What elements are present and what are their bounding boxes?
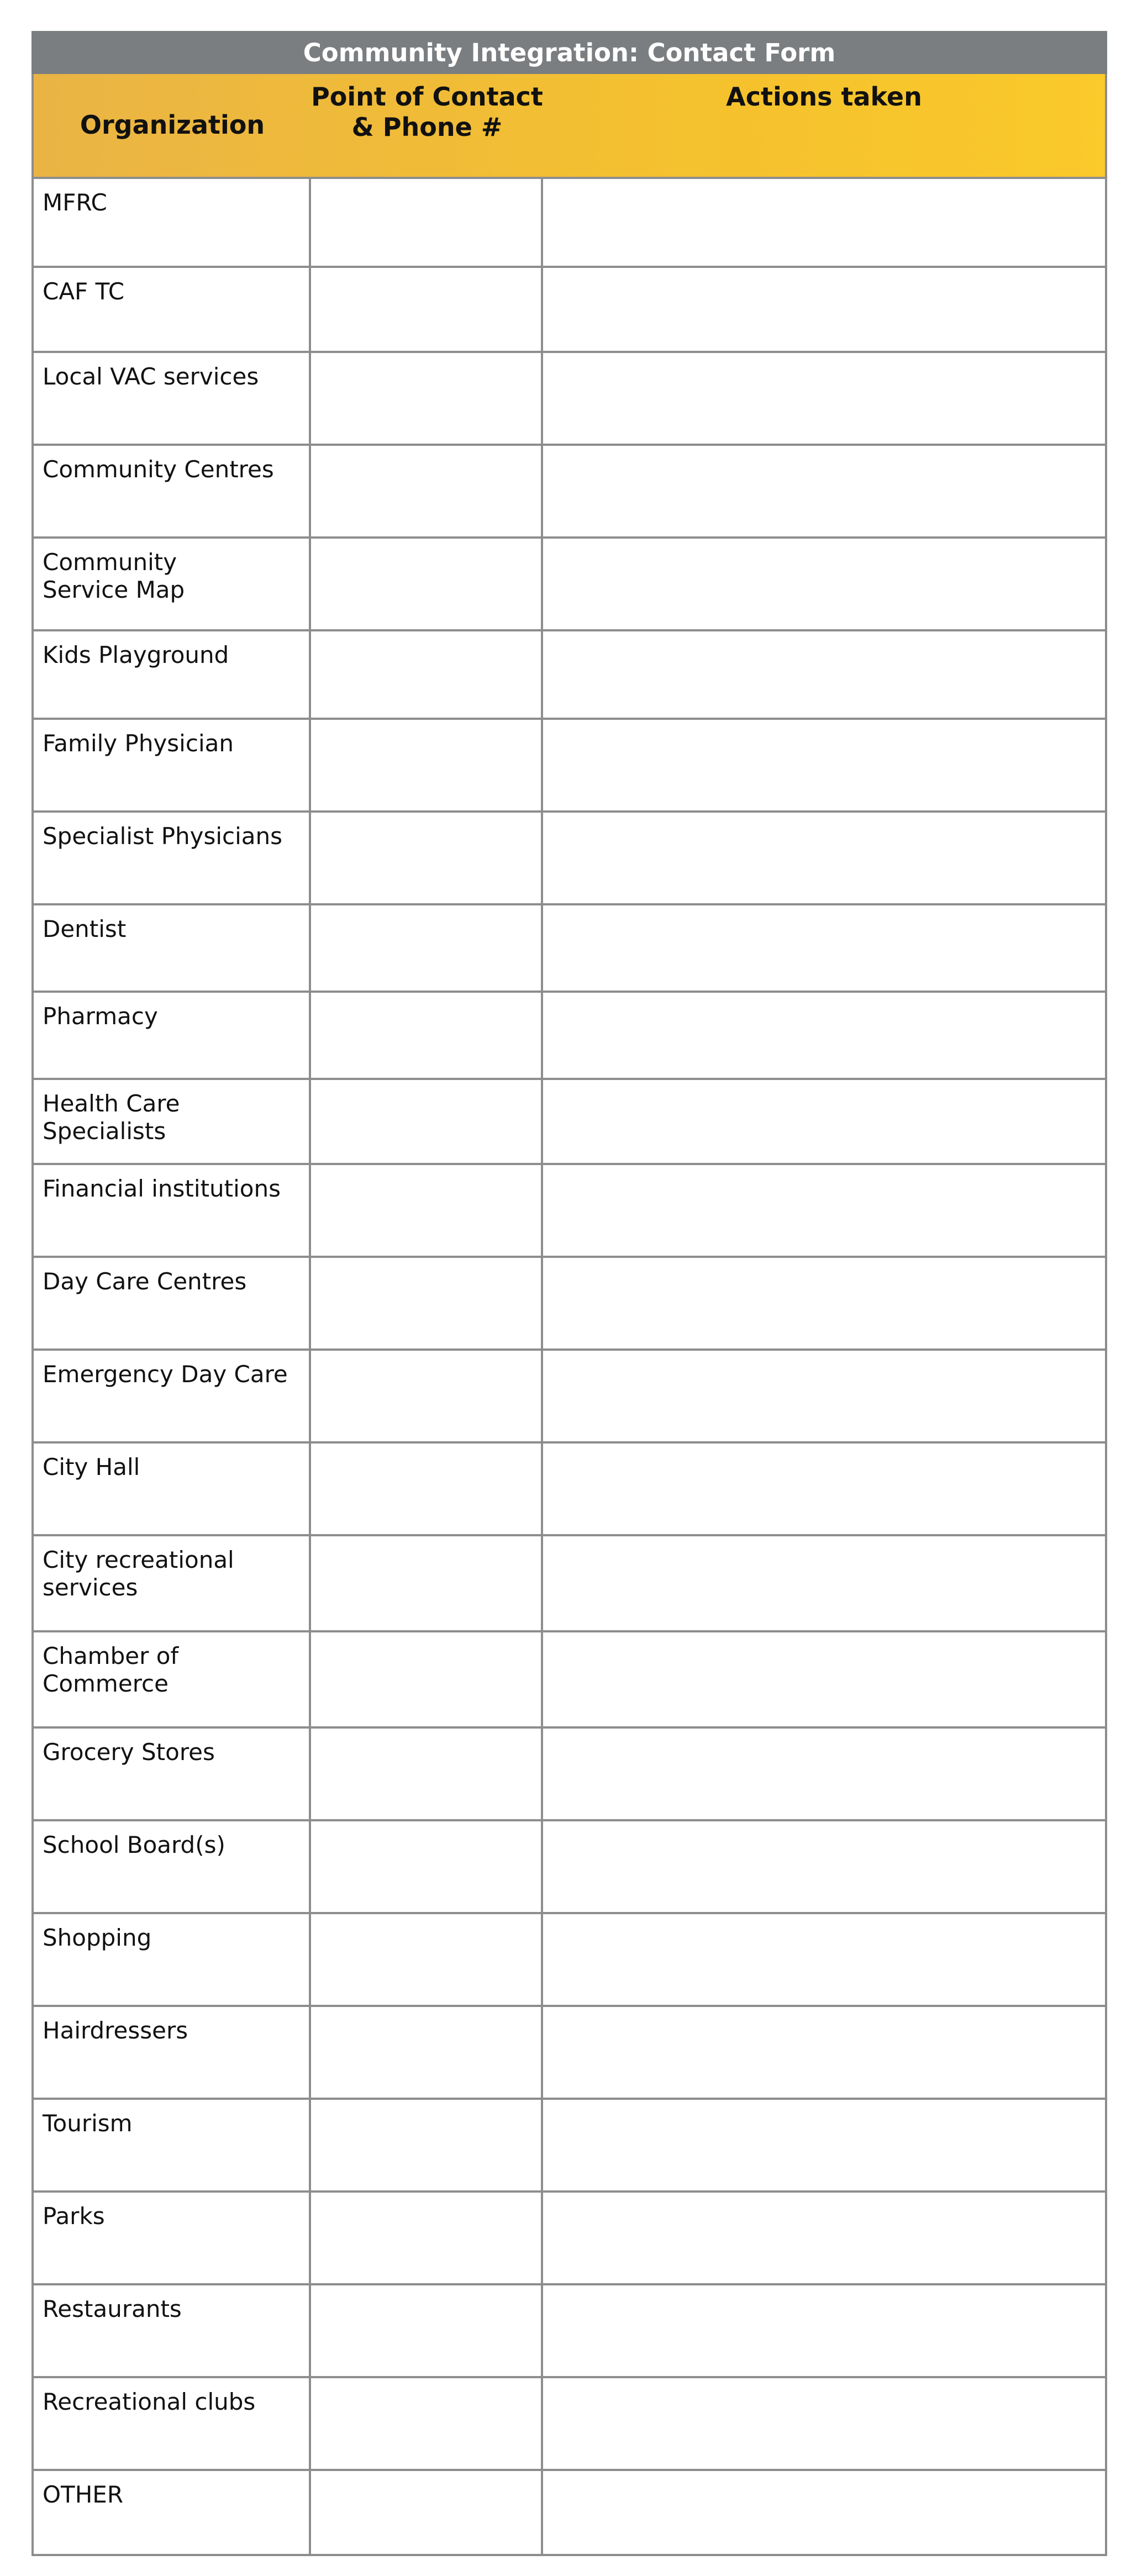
point-of-contact-cell[interactable] — [311, 353, 543, 444]
point-of-contact-cell[interactable] — [311, 1729, 543, 1819]
table-row — [34, 353, 1105, 446]
organization-cell: Pharmacy — [34, 993, 311, 1078]
point-of-contact-cell[interactable] — [311, 1258, 543, 1348]
table-row — [34, 2007, 1105, 2100]
actions-taken-cell[interactable] — [543, 1165, 1105, 1256]
actions-taken-cell[interactable] — [543, 1080, 1105, 1163]
actions-taken-cell[interactable] — [543, 2100, 1105, 2190]
actions-taken-cell[interactable] — [543, 268, 1105, 351]
point-of-contact-cell[interactable] — [311, 268, 543, 351]
point-of-contact-cell[interactable] — [311, 1351, 543, 1441]
organization-cell: Parks — [34, 2193, 311, 2283]
point-of-contact-cell[interactable] — [311, 446, 543, 536]
organization-cell: Kids Playground — [34, 631, 311, 718]
point-of-contact-cell[interactable] — [311, 539, 543, 629]
table-row — [34, 1258, 1105, 1351]
actions-taken-cell[interactable] — [543, 1729, 1105, 1819]
point-of-contact-cell[interactable] — [311, 905, 543, 991]
point-of-contact-cell[interactable] — [311, 1632, 543, 1726]
table-row — [34, 446, 1105, 539]
organization-cell: CAF TC — [34, 268, 311, 351]
organization-cell: Community Service Map — [34, 539, 311, 629]
organization-cell: City recreational services — [34, 1536, 311, 1630]
table-row — [34, 1821, 1105, 1914]
organization-cell: MFRC — [34, 179, 311, 266]
actions-taken-cell[interactable] — [543, 993, 1105, 1078]
table-row — [34, 993, 1105, 1080]
organization-cell: Grocery Stores — [34, 1729, 311, 1819]
table-row — [34, 2285, 1105, 2378]
table-row — [34, 539, 1105, 631]
form-title: Community Integration: Contact Form — [31, 31, 1107, 74]
table-header — [31, 74, 1107, 179]
actions-taken-cell[interactable] — [543, 1258, 1105, 1348]
actions-taken-cell[interactable] — [543, 2285, 1105, 2376]
organization-cell: Chamber of Commerce — [34, 1632, 311, 1726]
table-row — [34, 1536, 1105, 1632]
actions-taken-cell[interactable] — [543, 446, 1105, 536]
organization-cell: Shopping — [34, 1914, 311, 2005]
point-of-contact-cell[interactable] — [311, 2193, 543, 2283]
organization-cell: Tourism — [34, 2100, 311, 2190]
point-of-contact-cell[interactable] — [311, 2471, 543, 2554]
organization-cell: Dentist — [34, 905, 311, 991]
organization-cell: OTHER — [34, 2471, 311, 2554]
point-of-contact-cell[interactable] — [311, 1536, 543, 1630]
table-row — [34, 1444, 1105, 1536]
table-row — [34, 631, 1105, 720]
organization-cell: Emergency Day Care — [34, 1351, 311, 1441]
point-of-contact-cell[interactable] — [311, 179, 543, 266]
actions-taken-cell[interactable] — [543, 1444, 1105, 1534]
contact-form-table — [31, 31, 1107, 2556]
point-of-contact-cell[interactable] — [311, 1165, 543, 1256]
organization-cell: School Board(s) — [34, 1821, 311, 1912]
point-of-contact-cell[interactable] — [311, 720, 543, 810]
point-of-contact-cell[interactable] — [311, 2100, 543, 2190]
actions-taken-cell[interactable] — [543, 720, 1105, 810]
actions-taken-cell[interactable] — [543, 631, 1105, 718]
header-point-of-contact-text: Point of Contact & Phone # — [311, 82, 543, 143]
organization-cell: Local VAC services — [34, 353, 311, 444]
table-row — [34, 1729, 1105, 1821]
table-row — [34, 1632, 1105, 1729]
organization-cell: Health Care Specialists — [34, 1080, 311, 1163]
actions-taken-cell[interactable] — [543, 2378, 1105, 2469]
actions-taken-cell[interactable] — [543, 1632, 1105, 1726]
organization-cell: Day Care Centres — [34, 1258, 311, 1348]
point-of-contact-cell[interactable] — [311, 1914, 543, 2005]
table-row — [34, 720, 1105, 813]
actions-taken-cell[interactable] — [543, 813, 1105, 903]
actions-taken-cell[interactable] — [543, 905, 1105, 991]
organization-cell: Specialist Physicians — [34, 813, 311, 903]
organization-cell: Community Centres — [34, 446, 311, 536]
organization-cell: City Hall — [34, 1444, 311, 1534]
header-actions-taken: Actions taken — [726, 82, 922, 112]
header-organization: Organization — [80, 110, 265, 140]
actions-taken-cell[interactable] — [543, 2193, 1105, 2283]
organization-cell: Recreational clubs — [34, 2378, 311, 2469]
actions-taken-cell[interactable] — [543, 539, 1105, 629]
actions-taken-cell[interactable] — [543, 1821, 1105, 1912]
table-body — [31, 179, 1107, 2556]
point-of-contact-cell[interactable] — [311, 2285, 543, 2376]
table-row — [34, 1080, 1105, 1165]
point-of-contact-cell[interactable] — [311, 631, 543, 718]
actions-taken-cell[interactable] — [543, 2471, 1105, 2554]
table-row — [34, 1165, 1105, 1258]
header-point-of-contact — [311, 74, 543, 177]
table-row — [34, 179, 1105, 268]
table-row — [34, 905, 1105, 993]
actions-taken-cell[interactable] — [543, 179, 1105, 266]
point-of-contact-cell[interactable] — [311, 1444, 543, 1534]
organization-cell: Hairdressers — [34, 2007, 311, 2098]
actions-taken-cell[interactable] — [543, 1351, 1105, 1441]
organization-cell: Restaurants — [34, 2285, 311, 2376]
table-row — [34, 1351, 1105, 1444]
point-of-contact-cell[interactable] — [311, 1821, 543, 1912]
actions-taken-cell[interactable] — [543, 353, 1105, 444]
point-of-contact-cell[interactable] — [311, 1080, 543, 1163]
point-of-contact-cell[interactable] — [311, 2007, 543, 2098]
actions-taken-cell[interactable] — [543, 2007, 1105, 2098]
actions-taken-cell[interactable] — [543, 1914, 1105, 2005]
point-of-contact-cell[interactable] — [311, 2378, 543, 2469]
table-row — [34, 1914, 1105, 2007]
actions-taken-cell[interactable] — [543, 1536, 1105, 1630]
point-of-contact-cell[interactable] — [311, 993, 543, 1078]
table-row — [34, 268, 1105, 353]
organization-cell: Family Physician — [34, 720, 311, 810]
organization-cell: Financial institutions — [34, 1165, 311, 1256]
table-row — [34, 2471, 1105, 2556]
table-row — [34, 2193, 1105, 2285]
table-row — [34, 2100, 1105, 2193]
table-row — [34, 813, 1105, 905]
point-of-contact-cell[interactable] — [311, 813, 543, 903]
table-row — [34, 2378, 1105, 2471]
